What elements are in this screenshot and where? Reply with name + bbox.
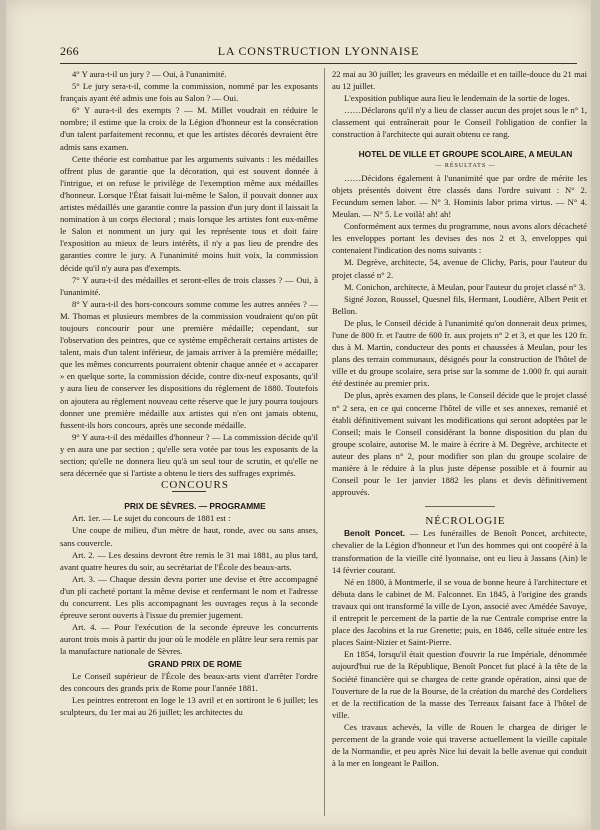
header-rule xyxy=(60,63,577,64)
column-divider xyxy=(324,68,325,816)
paragraph: 6° Y aura-t-il des exempts ? — M. Millet voudrait en réduire le nombre; il estime que la croix de la Légion d'honneur est la consécration d'un talent parfaitement reconnu, et que les artistes décorés devraient être admis sans examen. xyxy=(60,105,318,152)
paragraph: 7° Y aura-t-il des médailles et seront-elles de trois classes ? — Oui, à l'unanimité. xyxy=(60,274,318,297)
necrology-name: Benoît Poncet. xyxy=(344,528,406,539)
paragraph: M. Degrève, architecte, 54, avenue de Clichy, Paris, pour l'auteur du projet classé n° 2. xyxy=(332,257,587,280)
page-header xyxy=(60,44,577,60)
paragraph: Né en 1800, à Montmerle, il se voua de bonne heure à l'architecture et débuta dans le cabinet de M. Falconnet. En 1845, à l'origine des grands travaux qui ont transformé la ville de Lyon, associé avec Amédée Savoye, il entreprit le percement de la partie de la rue Centrale comprise entre la place des Jacobins et la rue Grenette; puis, en 1846, celle située entre les places Saint-Nizier et Saint-Pierre. xyxy=(332,576,587,648)
left-column xyxy=(60,68,318,718)
paragraph: Les peintres entreront en loge le 13 avril et en sortiront le 6 juillet; les sculpteurs, du 1er mai au 26 juillet; les architectes du xyxy=(60,694,318,717)
necrology-text: — Les funérailles de Benoît Poncet, architecte, chevalier de la Légion d'honneur et l'un des hommes qui ont coopéré à la transformation de la vieille cité lyonnaise, ont eu lieu à Jassans (Ain) le 14 février courant. xyxy=(332,528,587,575)
section-rule xyxy=(172,491,206,492)
subtitle-grand-prix-rome: GRAND PRIX DE ROME xyxy=(148,658,242,669)
right-column xyxy=(332,68,587,769)
paragraph: 22 mai au 30 juillet; les graveurs en médaille et en taille-douce du 21 mai au 12 juillet. xyxy=(332,69,587,92)
subtitle-prix-sevres: PRIX DE SÈVRES. — PROGRAMME xyxy=(124,501,266,512)
article: Art. 1er. — Le sujet du concours de 1881 est : xyxy=(72,513,231,524)
paragraph: 9° Y aura-t-il des médailles d'honneur ? — La commission décide qu'il y en aura une par section ; qu'elle sera votée par tous les exposants de la section; qu'elle ne donnera lieu qu'à un seul tour de scrutin, et qu'elle ne sera décernée que si l'artiste a obtenu le tiers des suffrages exprimés. xyxy=(60,431,318,479)
necrology-paragraph xyxy=(332,527,587,575)
paragraph: 8° Y aura-t-il des hors-concours somme comme les autres années ? — M. Thomas et plusieurs membres de la commission voudraient qu'on pût toujours concourir pour une première médaille; cependant, sur l'observation des peintres, que ce système empêcherait certains artistes de talent, mais d'un talent inférieur, de jamais arriver à la première médaille; que les mêmes concurrents pourraient obtenir chaque année et « accaparer » en quelque sorte, la commission décide, contre dix-neuf exposants, qu'il y aura lieu de conserver les dispositions du règlement de 1880. Toutefois on ajoutera au règlement nouveau cette réserve que le jury pourra toujours donner une première médaille aux artistes qui n'en ont jamais obtenu, fussent-ils hors concours, après une seconde médaille. xyxy=(60,298,318,430)
journal-title: LA CONSTRUCTION LYONNAISE xyxy=(217,44,420,58)
paragraph: 5° Le jury sera-t-il, comme la commission, nommé par les exposants français ayant été admis une fois au Salon ? — Oui. xyxy=(60,81,318,104)
paragraph: ……Décidons également à l'unanimité que par ordre de mérite les objets présentés doivent être classés dans l'ordre suivant : N° 2. Fecundum semen labor. — N° 3. Hominis labor prima virtus. — N° 4. Meulan. — N° 5. Le voilà! ah! ah! xyxy=(332,172,587,220)
section-title-necrologie: NÉCROLOGIE xyxy=(425,515,506,528)
section-separator xyxy=(425,506,495,507)
paragraph: 4° Y aura-t-il un jury ? — Oui, à l'unanimité. xyxy=(72,69,227,79)
section-title-concours: CONCOURS xyxy=(161,479,229,492)
journal-page xyxy=(6,0,591,830)
paragraph: Cette théorie est combattue par les arguments suivants : les médailles offrent plus de garantie que la décoration, qui est souvent donnée à l'intrigue, et on refuse le privilège de l'exemption même aux médailles d'honneur. Lorsque l'État faisait lui-même le Salon, il pouvait donner aux artistes médaillés une garantie contre la passion d'un jury dont il laissait la nomination à un corps électoral ; mais lorsque les artistes font eux-même le Salon et nomment un jury qui les représente tous et doit faire l'exposition au mieux de leurs intérêts, il n'y a pas lieu de prendre des garanties contre le jury. A l'unanimité moins huit voix, la commission décide qu'il n'y aura pas d'exempts. xyxy=(60,153,318,273)
article: Une coupe de milieu, d'un mètre de haut, ronde, avec ou sans anses, sans couvercle. xyxy=(60,525,318,548)
paragraph: L'exposition publique aura lieu le lendemain de la sortie de loges. xyxy=(344,93,570,104)
paragraph: Ces travaux achevés, la ville de Rouen le chargea de diriger le percement de la grande voie qui traverse actuellement la vieille capitale de la Normandie, et peu après Nice lui devait la belle avenue qui conduit à la mer en longeant le Paillon. xyxy=(332,721,587,769)
article: Art. 3. — Chaque dessin devra porter une devise et être accompagné d'un pli cacheté portant la même devise et renfermant le nom et l'adresse du concurrent. Les plis accompagnant les ouvrages reçus à la seconde épreuve seront ouverts à l'issue du premier jugement. xyxy=(60,573,318,621)
page-number: 266 xyxy=(60,44,79,58)
paragraph: De plus, le Conseil décide à l'unanimité qu'on donnerait deux primes, l'une de 800 fr. et l'autre de 600 fr. aux projets n° 2 et 3, et que les 120 fr. dus à M. Martin, conducteur des ponts et chaussées à Meulan, pour les plans des terrain communaux, désignés pour la construction de l'hôtel de ville et du groupe scolaire, sera prise sur la somme de 1.000 fr. qui aurait été destinée au premier prix. xyxy=(332,317,587,389)
results-label: — RÉSULTATS — xyxy=(435,162,496,169)
paragraph: Le Conseil supérieur de l'École des beaux-arts vient d'arrêter l'ordre des concours des grands prix de Rome pour l'année 1881. xyxy=(60,670,318,693)
paragraph: ……Déclarons qu'il n'y a lieu de classer aucun des projet sous le n° 1, classement qui entraînerait pour le Conseil l'obligation de confier la construction à l'architecte qui aurait obtenu ce rang. xyxy=(332,105,587,140)
article: Art. 4. — Pour l'exécution de la seconde épreuve les concurrents auront trois mois à partir du jour où le modèle en plâtre leur sera remis par la manufacture nationale de Sèvres. xyxy=(60,622,318,657)
paragraph: En 1854, lorsqu'il était question d'ouvrir la rue Impériale, dénommée aujourd'hui rue de la République, Benoît Poncet fut placé à la tête de la Société financière qui se chargea de cette grande opération, ainsi que de l'ouverture de la rue de la Bourse, de la création du marché des Cordeliers et de la rectification de la masse des Terreaux faisant face à l'hôtel de ville. xyxy=(332,649,587,720)
subtitle-meulan: HOTEL DE VILLE ET GROUPE SCOLAIRE, A MEULAN xyxy=(358,148,573,159)
article: Art. 2. — Les dessins devront être remis le 31 mai 1881, au plus tard, avant quatre heures du soir, au secrétariat de l'École des beaux-arts. xyxy=(60,549,318,572)
paragraph: Conformément aux termes du programme, nous avons alors décacheté les enveloppes portant les devises des nos 2 et 3, enveloppes qui contenaient l'indication des noms suivants : xyxy=(332,221,587,256)
paragraph: Signé Jozon, Roussel, Quesnel fils, Hermant, Loudière, Albert Petit et Bellon. xyxy=(332,293,587,316)
paragraph: M. Conichon, architecte, à Meulan, pour l'auteur du projet classé n° 3. xyxy=(344,281,586,292)
paragraph: De plus, après examen des plans, le Conseil décide que le projet classé n° 2 sera, en ce qui concerne l'hôtel de ville et ses annexes, remanié et établi définitivement suivant les modifications qui seront adoptées par le Conseil; mais le Conseil considérant la bonne disposition du plan du groupe scolaire, autorise M. le maire à écrire à M. Degrève, architecte et auteur des plans n° 2, pour modifier son plan du groupe scolaire de manière à le réduire à la plus juste dépense possible et à fournir au Conseil pour le 1er janvier 1882 les plans et devis définitivement approuvés. xyxy=(332,390,587,498)
